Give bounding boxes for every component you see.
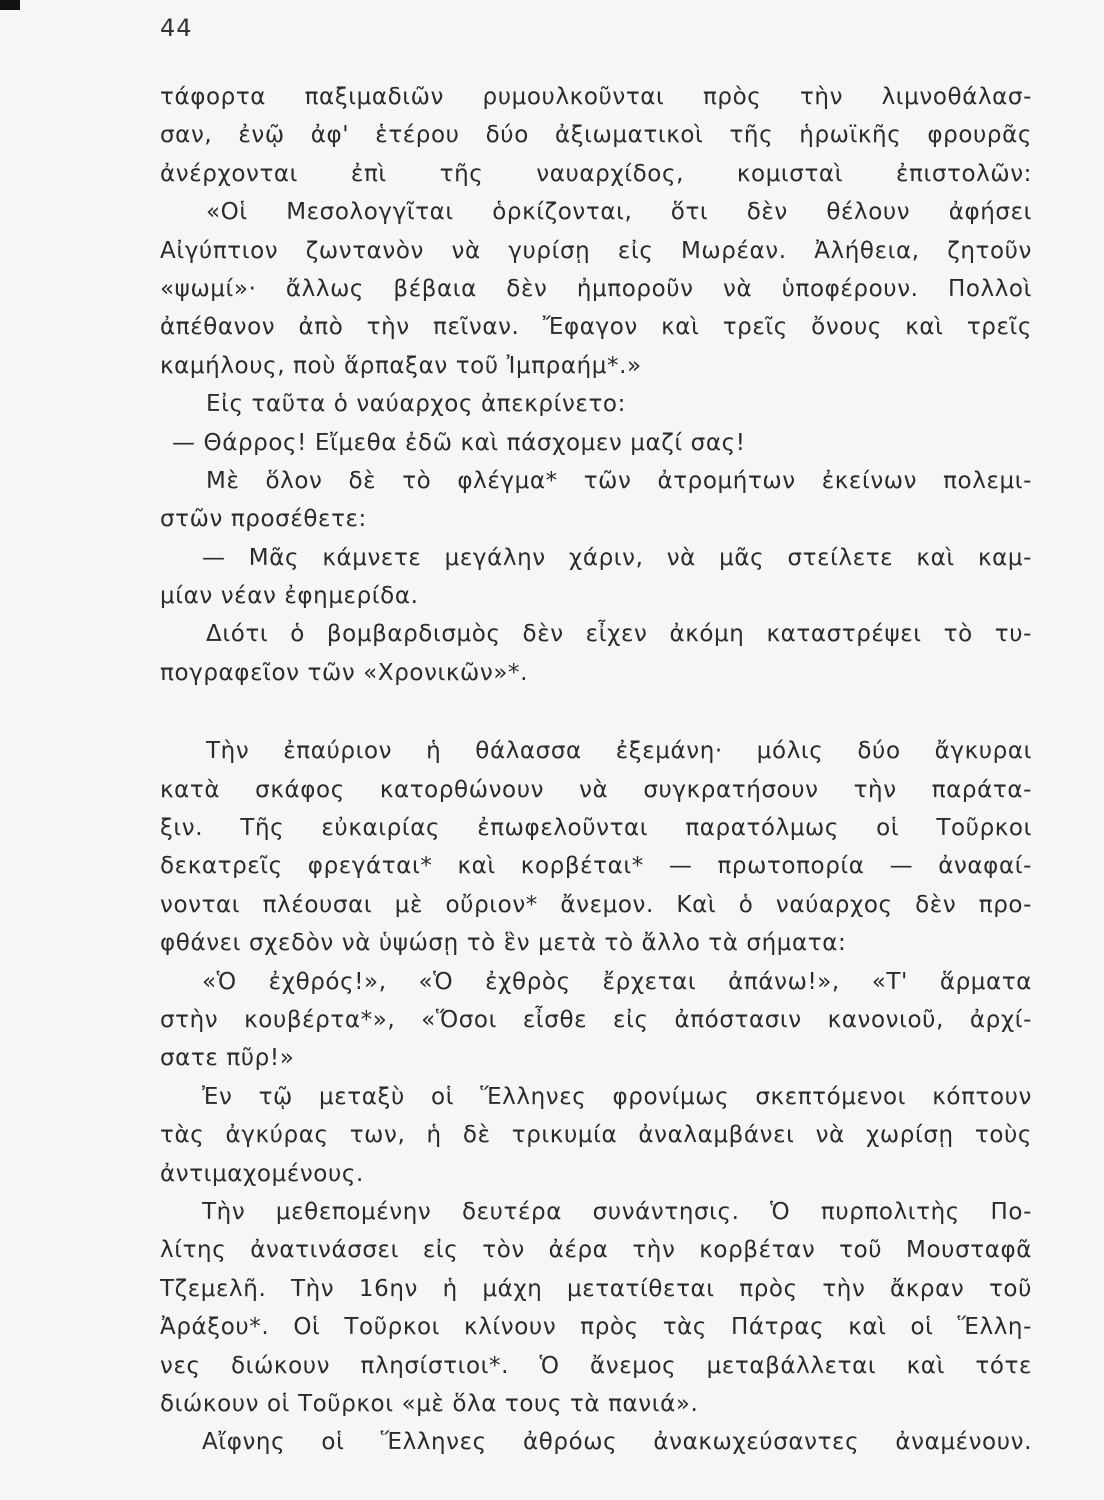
text-line: δεκατρεῖς φρεγάται* καὶ κορβέται* — πρωτοπορία — ἀναφαί- bbox=[160, 853, 1032, 880]
text-line: μίαν νέαν ἐφημερίδα. bbox=[160, 583, 419, 610]
text-line: ἀπέθανον ἀπὸ τὴν πεῖναν. Ἔφαγον καὶ τρεῖς ὄνους καὶ τρεῖς bbox=[160, 314, 1032, 341]
text-line: Ἀράξου*. Οἱ Τοῦρκοι κλίνουν πρὸς τὰς Πάτρας καὶ οἱ Ἕλλη- bbox=[160, 1314, 1032, 1341]
text-line: Εἰς ταῦτα ὁ ναύαρχος ἀπεκρίνετο: bbox=[206, 391, 626, 418]
text-line: ξιν. Τῆς εὐκαιρίας ἐπωφελοῦνται παρατόλμως οἱ Τοῦρκοι bbox=[160, 815, 1032, 842]
text-line: Τὴν μεθεπομένην δευτέρα συνάντησις. Ὁ πυρπολιτὴς Πο- bbox=[202, 1198, 1032, 1225]
page-text bbox=[160, 78, 1032, 1462]
text-line: τὰς ἀγκύρας των, ἡ δὲ τρικυμία ἀναλαμβάνει νὰ χωρίσῃ τοὺς bbox=[160, 1122, 1032, 1149]
page-number: 44 bbox=[160, 14, 193, 42]
text-line: Τζεμελῆ. Τὴν 16ην ἡ μάχη μετατίθεται πρὸς τὴν ἄκραν τοῦ bbox=[160, 1275, 1032, 1302]
text-line: — Μᾶς κάμνετε μεγάλην χάριν, νὰ μᾶς στείλετε καὶ καμ- bbox=[202, 544, 1032, 571]
text-line: «ψωμί»· ἄλλως βέβαια δὲν ἠμποροῦν νὰ ὑποφέρουν. Πολλοὶ bbox=[160, 275, 1032, 302]
text-line: «Ὁ ἐχθρός!», «Ὁ ἐχθρὸς ἔρχεται ἀπάνω!», «Τ' ἅρματα bbox=[202, 968, 1032, 995]
text-line: Ἐν τῷ μεταξὺ οἱ Ἕλληνες φρονίμως σκεπτόμενοι κόπτουν bbox=[202, 1083, 1032, 1110]
text-line: σαν, ἐνῷ ἀφ' ἑτέρου δύο ἀξιωματικοὶ τῆς ἡρωϊκῆς φρουρᾶς bbox=[160, 122, 1032, 149]
text-line: νονται πλέουσαι μὲ οὔριον* ἄνεμον. Καὶ ὁ ναύαρχος δὲν προ- bbox=[160, 891, 1032, 918]
text-line: ἀντιμαχομένους. bbox=[160, 1160, 364, 1187]
text-line: πογραφεῖον τῶν «Χρονικῶν»*. bbox=[160, 659, 529, 686]
text-section-2 bbox=[160, 732, 1032, 1461]
text-line: Αἴφνης οἱ Ἕλληνες ἀθρόως ἀνακωχεύσαντες ἀναμένουν. bbox=[202, 1429, 1032, 1456]
text-line: τάφορτα παξιμαδιῶν ρυμουλκοῦνται πρὸς τὴν λιμνοθάλασ- bbox=[160, 84, 1032, 110]
scan-corner-mark bbox=[0, 0, 20, 10]
text-line: Αἰγύπτιον ζωντανὸν νὰ γυρίσῃ εἰς Μωρέαν. Ἀλήθεια, ζητοῦν bbox=[160, 237, 1032, 264]
text-line: νες διώκουν πλησίστιοι*. Ὁ ἄνεμος μεταβάλλεται καὶ τότε bbox=[160, 1352, 1032, 1379]
text-line: «Οἱ Μεσολογγῖται ὁρκίζονται, ὅτι δὲν θέλουν ἀφήσει bbox=[206, 199, 1032, 226]
text-line: στῶν προσέθετε: bbox=[160, 506, 367, 533]
text-line: Τὴν ἐπαύριον ἡ θάλασσα ἐξεμάνη· μόλις δύο ἄγκυραι bbox=[206, 738, 1032, 765]
text-line: στὴν κουβέρτα*», «Ὅσοι εἶσθε εἰς ἀπόστασιν κανονιοῦ, ἀρχί- bbox=[160, 1006, 1032, 1033]
text-line: διώκουν οἱ Τοῦρκοι «μὲ ὅλα τους τὰ πανιά». bbox=[160, 1390, 699, 1417]
text-section-1 bbox=[160, 78, 1032, 692]
text-line: — Θάρρος! Εἴμεθα ἐδῶ καὶ πάσχομεν μαζί σας! bbox=[172, 429, 746, 456]
text-line: Διότι ὁ βομβαρδισμὸς δὲν εἶχεν ἀκόμη καταστρέψει τὸ τυ- bbox=[206, 621, 1032, 648]
text-line: ἀνέρχονται ἐπὶ τῆς ναυαρχίδος, κομισταὶ ἐπιστολῶν: bbox=[160, 160, 1032, 187]
text-line: φθάνει σχεδὸν νὰ ὑψώσῃ τὸ ἓν μετὰ τὸ ἄλλο τὰ σήματα: bbox=[160, 930, 847, 957]
text-line: Μὲ ὅλον δὲ τὸ φλέγμα* τῶν ἀτρομήτων ἐκείνων πολεμι- bbox=[206, 467, 1032, 494]
text-line: καμήλους, ποὺ ἅρπαξαν τοῦ Ἰμπραήμ*.» bbox=[160, 352, 642, 379]
text-line: κατὰ σκάφος κατορθώνουν νὰ συγκρατήσουν τὴν παράτα- bbox=[160, 776, 1032, 803]
text-line: σατε πῦρ!» bbox=[160, 1045, 295, 1072]
text-line: λίτης ἀνατινάσσει εἰς τὸν ἀέρα τὴν κορβέταν τοῦ Μουσταφᾶ bbox=[160, 1237, 1032, 1264]
